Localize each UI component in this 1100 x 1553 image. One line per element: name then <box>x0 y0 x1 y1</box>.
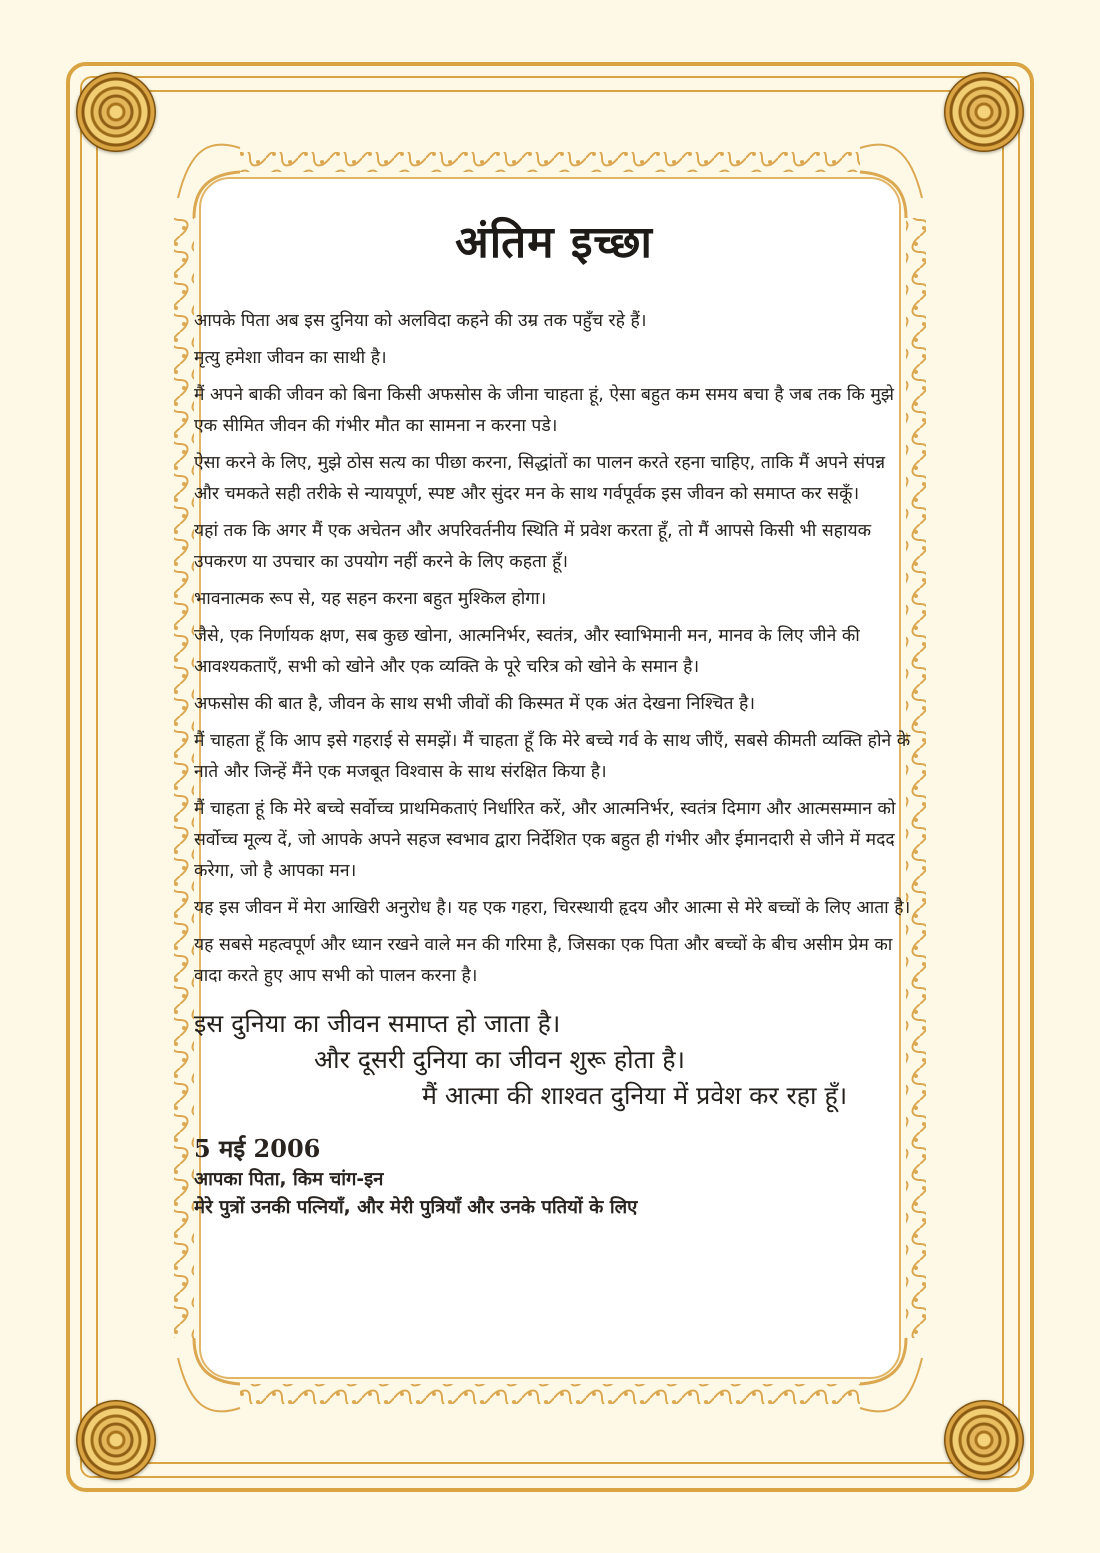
paragraph: मैं चाहता हूं कि मेरे बच्चे सर्वोच्च प्राथमिकताएं निर्धारित करें, और आत्मनिर्भर, स्वतंत्र दिमाग और आत्मसम्मान को सर्वोच्च मूल्य दें, जो आपके अपने सहज स्वभाव द्वारा निर्देशित एक बहुत ही गंभीर और ईमानदारी से जीने में मदद करेगा, जो है आपका मन। <box>194 799 896 881</box>
paragraph: अफसोस की बात है, जीवन के साथ सभी जीवों की किस्मत में एक अंत देखना निश्चित है। <box>194 694 755 714</box>
paragraph: भावनात्मक रूप से, यह सहन करना बहुत मुश्किल होगा। <box>194 589 547 609</box>
signature-from: आपका पिता, किम चांग-इन <box>194 1169 384 1190</box>
gold-disc-ornament-icon <box>76 1400 156 1480</box>
gold-disc-ornament-icon <box>944 1400 1024 1480</box>
paragraph: मैं अपने बाकी जीवन को बिना किसी अफसोस के जीना चाहता हूं, ऐसा बहुत कम समय बचा है जब तक कि मुझे एक सीमित जीवन की गंभीर मौत का सामना न करना पडे। <box>194 385 895 436</box>
paragraph: मैं चाहता हूँ कि आप इसे गहराई से समझें। मैं चाहता हूँ कि मेरे बच्चे गर्व के साथ जीएँ, सबसे कीमती व्यक्ति होने के नाते और जिन्हें मैंने एक मजबूत विश्वास के साथ संरक्षित किया है। <box>194 731 911 782</box>
letter-body <box>194 306 914 992</box>
paragraph: आपके पिता अब इस दुनिया को अलविदा कहने की उम्र तक पहुँच रहे हैं। <box>194 311 647 331</box>
gold-disc-ornament-icon <box>944 72 1024 152</box>
verse-line-2: और दूसरी दुनिया का जीवन शुरू होता है। <box>314 1045 686 1074</box>
paragraph: ऐसा करने के लिए, मुझे ठोस सत्य का पीछा करना, सिद्धांतों का पालन करते रहना चाहिए, ताकि मैं अपने संपन्न और चमकते सही तरीके से न्यायपूर्ण, स्पष्ट और सुंदर मन के साथ गर्वपूर्वक इस जीवन को समाप्त कर सकूँ। <box>194 453 886 504</box>
gold-disc-ornament-icon <box>76 72 156 152</box>
paragraph: मृत्यु हमेशा जीवन का साथी है। <box>194 348 387 368</box>
paragraph: जैसे, एक निर्णायक क्षण, सब कुछ खोना, आत्मनिर्भर, स्वतंत्र, और स्वाभिमानी मन, मानव के लिए जीने की आवश्यकताएँ, सभी को खोने और एक व्यक्ति के पूरे चरित्र को खोने के समान है। <box>194 626 860 677</box>
paragraph: यह इस जीवन में मेरा आखिरी अनुरोध है। यह एक गहरा, चिरस्थायी हृदय और आत्मा से मेरे बच्चों के लिए आता है। <box>194 898 911 918</box>
verse-line-1: इस दुनिया का जीवन समाप्त हो जाता है। <box>194 1009 561 1038</box>
signature-block <box>194 1132 914 1222</box>
paragraph: यहां तक कि अगर मैं एक अचेतन और अपरिवर्तनीय स्थिति में प्रवेश करता हूँ, तो मैं आपसे किसी भी सहायक उपकरण या उपचार का उपयोग नहीं करने के लिए कहता हूँ। <box>194 521 872 572</box>
letter-content <box>194 210 914 1222</box>
signature-recipients: मेरे पुत्रों उनकी पत्नियाँ, और मेरी पुत्रियाँ और उनके पतियों के लिए <box>194 1197 638 1218</box>
closing-verse <box>194 1006 914 1114</box>
paragraph: यह सबसे महत्वपूर्ण और ध्यान रखने वाले मन की गरिमा है, जिसका एक पिता और बच्चों के बीच असीम प्रेम का वादा करते हुए आप सभी को पालन करना है। <box>194 935 893 986</box>
letter-date: 5 मई 2006 <box>194 1134 321 1163</box>
letter-title: अंतिम इच्छा <box>455 217 653 268</box>
verse-line-3: मैं आत्मा की शाश्वत दुनिया में प्रवेश कर रहा हूँ। <box>422 1081 848 1110</box>
